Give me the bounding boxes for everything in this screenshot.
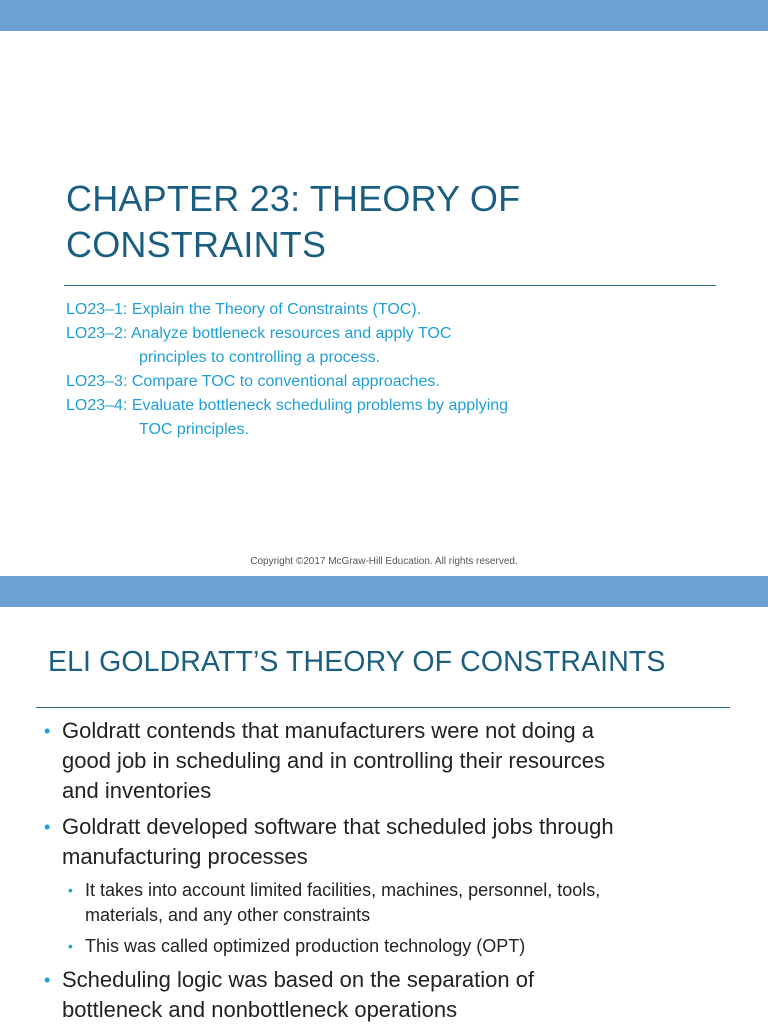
slide-2-title-divider bbox=[36, 707, 730, 708]
learning-objective: LO23–3: Compare TOC to conventional approaches. bbox=[66, 373, 440, 390]
slide-1-title-line-2: CONSTRAINTS bbox=[66, 224, 327, 265]
sub-bullet-item: • This was called optimized production technology (OPT) bbox=[44, 934, 744, 959]
slide-1-top-bar bbox=[0, 0, 768, 31]
copyright-notice: Copyright ©2017 McGraw-Hill Education. All rights reserved. bbox=[250, 556, 518, 567]
bullet-icon: • bbox=[44, 721, 51, 741]
slide-2-top-bar bbox=[0, 576, 768, 607]
bullet-icon: • bbox=[68, 938, 73, 954]
slide-2-title: ELI GOLDRATT’S THEORY OF CONSTRAINTS bbox=[48, 646, 666, 678]
sub-bullet-item: • It takes into account limited facilities, machines, personnel, tools, materials, and any other constraints bbox=[68, 880, 601, 925]
bullet-list bbox=[44, 716, 744, 1024]
bullet-item: • Goldratt developed software that scheduled jobs through manufacturing processes bbox=[44, 814, 614, 869]
learning-objective: LO23–4: Evaluate bottleneck scheduling problems by applying TOC principles. bbox=[66, 397, 509, 438]
bullet-icon: • bbox=[68, 882, 73, 898]
bullet-icon: • bbox=[44, 970, 51, 990]
learning-objective: LO23–2: Analyze bottleneck resources and apply TOC principles to controlling a process. bbox=[66, 325, 452, 366]
slide-1-title bbox=[66, 176, 706, 268]
learning-objectives bbox=[66, 298, 706, 442]
slide-1-title-divider bbox=[64, 285, 716, 286]
bullet-icon: • bbox=[44, 817, 51, 837]
slide-1-title-line-1: CHAPTER 23: THEORY OF bbox=[66, 178, 521, 219]
slide-2 bbox=[0, 576, 768, 1024]
bullet-item: • Goldratt contends that manufacturers were not doing a good job in scheduling and in controlling their resources and inventories bbox=[44, 718, 606, 803]
bullet-item: • Scheduling logic was based on the separation of bottleneck and nonbottleneck operations bbox=[44, 967, 535, 1022]
learning-objective: LO23–1: Explain the Theory of Constraints (TOC). bbox=[66, 301, 422, 318]
